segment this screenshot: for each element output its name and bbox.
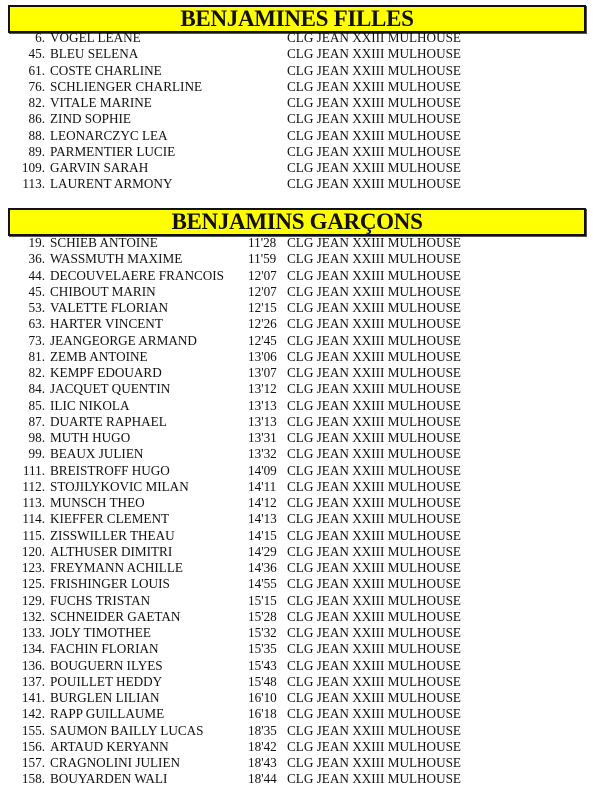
finish-time: 18'35	[248, 722, 277, 738]
club-name: CLG JEAN XXIII MULHOUSE	[287, 560, 461, 575]
finish-time: 13'13	[248, 413, 277, 429]
athlete-name: BLEU SELENA	[50, 46, 139, 62]
athlete-name: WASSMUTH MAXIME	[50, 251, 183, 267]
club-name: CLG JEAN XXIII MULHOUSE	[287, 462, 461, 478]
result-row	[0, 381, 600, 397]
athlete-name: VITALE MARINE	[50, 95, 152, 110]
club-name: CLG JEAN XXIII MULHOUSE	[287, 78, 461, 94]
result-row	[0, 414, 600, 430]
club-name: CLG JEAN XXIII MULHOUSE	[287, 576, 461, 592]
club-name: CLG JEAN XXIII MULHOUSE	[287, 348, 461, 364]
club-name: CLG JEAN XXIII MULHOUSE	[287, 478, 461, 494]
rank-number: 53.	[28, 300, 45, 315]
rank-number: 120.	[21, 543, 45, 559]
club-name: CLG JEAN XXIII MULHOUSE	[287, 143, 461, 159]
athlete-name: KIEFFER CLEMENT	[50, 511, 170, 527]
rank-number: 88.	[28, 127, 45, 143]
club-name: CLG JEAN XXIII MULHOUSE	[287, 365, 461, 380]
rank-number: 134.	[21, 641, 45, 657]
club-name: CLG JEAN XXIII MULHOUSE	[287, 673, 461, 689]
result-row	[0, 128, 600, 144]
finish-time: 15'43	[248, 657, 277, 673]
result-row	[0, 268, 600, 284]
rank-number: 87.	[28, 413, 45, 429]
rank-number: 141.	[21, 690, 45, 705]
rank-number: 129.	[21, 592, 45, 608]
result-row	[0, 30, 600, 46]
athlete-name: FREYMANN ACHILLE	[50, 560, 183, 575]
club-name: CLG JEAN XXIII MULHOUSE	[287, 30, 461, 45]
finish-time: 14'15	[248, 527, 277, 543]
result-row	[0, 63, 600, 79]
rank-number: 157.	[21, 755, 45, 770]
finish-time: 18'44	[248, 771, 277, 787]
athlete-name: HARTER VINCENT	[50, 316, 163, 332]
result-row	[0, 349, 600, 365]
rank-number: 158.	[21, 771, 45, 787]
club-name: CLG JEAN XXIII MULHOUSE	[287, 511, 461, 527]
rank-number: 45.	[28, 46, 45, 62]
rank-number: 136.	[21, 657, 45, 673]
club-name: CLG JEAN XXIII MULHOUSE	[287, 176, 461, 192]
club-name: CLG JEAN XXIII MULHOUSE	[287, 722, 461, 738]
rank-number: 137.	[21, 673, 45, 689]
finish-time: 14'55	[248, 576, 277, 592]
athlete-name: VOGEL LEANE	[50, 30, 141, 45]
rank-number: 89.	[28, 143, 45, 159]
club-name: CLG JEAN XXIII MULHOUSE	[287, 251, 461, 267]
rank-number: 142.	[21, 706, 45, 722]
athlete-name: POUILLET HEDDY	[50, 673, 163, 689]
finish-time: 13'12	[248, 381, 277, 397]
athlete-name: LAURENT ARMONY	[50, 176, 173, 192]
club-name: CLG JEAN XXIII MULHOUSE	[287, 111, 461, 127]
result-row	[0, 706, 600, 722]
finish-time: 13'13	[248, 397, 277, 413]
result-row	[0, 755, 600, 771]
athlete-name: BEAUX JULIEN	[50, 446, 144, 462]
finish-time: 18'42	[248, 738, 277, 754]
rank-number: 113.	[22, 176, 45, 192]
finish-time: 11'59	[248, 251, 277, 267]
result-row	[0, 593, 600, 609]
finish-time: 15'15	[248, 592, 277, 608]
club-name: CLG JEAN XXIII MULHOUSE	[287, 738, 461, 754]
rank-number: 133.	[21, 625, 45, 640]
rank-number: 85.	[28, 397, 45, 413]
result-row	[0, 528, 600, 544]
rank-number: 156.	[21, 738, 45, 754]
club-name: CLG JEAN XXIII MULHOUSE	[287, 235, 461, 250]
finish-time: 13'31	[248, 430, 277, 445]
result-row	[0, 235, 600, 251]
athlete-name: CRAGNOLINI JULIEN	[50, 755, 181, 770]
rank-number: 123.	[21, 560, 45, 575]
club-name: CLG JEAN XXIII MULHOUSE	[287, 543, 461, 559]
club-name: CLG JEAN XXIII MULHOUSE	[287, 771, 461, 787]
athlete-name: MUNSCH THEO	[50, 495, 145, 510]
athlete-name: LEONARCZYC LEA	[50, 127, 168, 143]
result-row	[0, 674, 600, 690]
finish-time: 12'07	[248, 283, 277, 299]
result-row	[0, 625, 600, 641]
club-name: CLG JEAN XXIII MULHOUSE	[287, 608, 461, 624]
finish-time: 14'11	[248, 478, 277, 494]
club-name: CLG JEAN XXIII MULHOUSE	[287, 641, 461, 657]
rank-number: 73.	[28, 332, 45, 348]
section-header: BENJAMINS GARÇONS	[8, 208, 586, 236]
athlete-name: SCHLIENGER CHARLINE	[50, 78, 203, 94]
club-name: CLG JEAN XXIII MULHOUSE	[287, 592, 461, 608]
result-row	[0, 111, 600, 127]
finish-time: 14'36	[248, 560, 277, 575]
finish-time: 18'43	[248, 755, 277, 770]
club-name: CLG JEAN XXIII MULHOUSE	[287, 267, 461, 283]
athlete-name: JEANGEORGE ARMAND	[50, 332, 197, 348]
result-row	[0, 251, 600, 267]
club-name: CLG JEAN XXIII MULHOUSE	[287, 755, 461, 770]
athlete-name: BREISTROFF HUGO	[50, 462, 170, 478]
athlete-name: STOJILYKOVIC MILAN	[50, 478, 189, 494]
finish-time: 16'18	[248, 706, 277, 722]
club-name: CLG JEAN XXIII MULHOUSE	[287, 127, 461, 143]
club-name: CLG JEAN XXIII MULHOUSE	[287, 657, 461, 673]
athlete-name: ARTAUD KERYANN	[50, 738, 169, 754]
athlete-name: KEMPF EDOUARD	[50, 365, 162, 380]
athlete-name: SCHIEB ANTOINE	[50, 235, 158, 250]
rank-number: 112.	[22, 478, 45, 494]
rank-number: 19.	[28, 235, 45, 250]
result-row	[0, 739, 600, 755]
athlete-name: ZEMB ANTOINE	[50, 348, 148, 364]
finish-time: 14'09	[248, 462, 277, 478]
athlete-name: RAPP GUILLAUME	[50, 706, 165, 722]
club-name: CLG JEAN XXIII MULHOUSE	[287, 430, 461, 445]
result-row	[0, 641, 600, 657]
rank-number: 86.	[28, 111, 45, 127]
result-row	[0, 446, 600, 462]
club-name: CLG JEAN XXIII MULHOUSE	[287, 413, 461, 429]
rank-number: 113.	[22, 495, 45, 510]
rank-number: 45.	[28, 283, 45, 299]
athlete-name: ZIND SOPHIE	[50, 111, 131, 127]
rank-number: 44.	[28, 267, 45, 283]
result-row	[0, 609, 600, 625]
rank-number: 132.	[21, 608, 45, 624]
rank-number: 114.	[22, 511, 45, 527]
result-row	[0, 95, 600, 111]
athlete-name: COSTE CHARLINE	[50, 62, 162, 78]
result-row	[0, 560, 600, 576]
rank-number: 84.	[28, 381, 45, 397]
club-name: CLG JEAN XXIII MULHOUSE	[287, 95, 461, 110]
finish-time: 15'32	[248, 625, 277, 640]
rank-number: 6.	[35, 30, 45, 45]
result-row	[0, 144, 600, 160]
athlete-name: CHIBOUT MARIN	[50, 283, 156, 299]
result-row	[0, 479, 600, 495]
athlete-name: BOUGUERN ILYES	[50, 657, 163, 673]
section-header: BENJAMINES FILLES	[8, 5, 586, 33]
athlete-name: ILIC NIKOLA	[50, 397, 130, 413]
athlete-name: SAUMON BAILLY LUCAS	[50, 722, 204, 738]
rank-number: 76.	[28, 78, 45, 94]
athlete-name: PARMENTIER LUCIE	[50, 143, 176, 159]
athlete-name: VALETTE FLORIAN	[50, 300, 169, 315]
club-name: CLG JEAN XXIII MULHOUSE	[287, 316, 461, 332]
rank-number: 82.	[28, 95, 45, 110]
club-name: CLG JEAN XXIII MULHOUSE	[287, 283, 461, 299]
result-row	[0, 658, 600, 674]
result-row	[0, 495, 600, 511]
finish-time: 13'07	[248, 365, 277, 380]
athlete-name: ZISSWILLER THEAU	[50, 527, 175, 543]
rank-number: 155.	[21, 722, 45, 738]
club-name: CLG JEAN XXIII MULHOUSE	[287, 690, 461, 705]
result-row	[0, 176, 600, 192]
finish-time: 12'15	[248, 300, 277, 315]
result-row	[0, 544, 600, 560]
finish-time: 15'28	[248, 608, 277, 624]
rank-number: 99.	[28, 446, 45, 462]
athlete-name: JACQUET QUENTIN	[50, 381, 171, 397]
result-row	[0, 284, 600, 300]
finish-time: 14'12	[248, 495, 277, 510]
club-name: CLG JEAN XXIII MULHOUSE	[287, 62, 461, 78]
athlete-name: DECOUVELAERE FRANCOIS	[50, 267, 225, 283]
rank-number: 98.	[28, 430, 45, 445]
finish-time: 13'06	[248, 348, 277, 364]
athlete-name: MUTH HUGO	[50, 430, 131, 445]
club-name: CLG JEAN XXIII MULHOUSE	[287, 446, 461, 462]
athlete-name: BURGLEN LILIAN	[50, 690, 160, 705]
finish-time: 13'32	[248, 446, 277, 462]
result-row	[0, 723, 600, 739]
athlete-name: SCHNEIDER GAETAN	[50, 608, 181, 624]
club-name: CLG JEAN XXIII MULHOUSE	[287, 397, 461, 413]
athlete-name: BOUYARDEN WALI	[50, 771, 168, 787]
club-name: CLG JEAN XXIII MULHOUSE	[287, 46, 461, 62]
athlete-name: DUARTE RAPHAEL	[50, 413, 167, 429]
athlete-name: FUCHS TRISTAN	[50, 592, 151, 608]
club-name: CLG JEAN XXIII MULHOUSE	[287, 160, 461, 175]
finish-time: 12'45	[248, 332, 277, 348]
finish-time: 15'35	[248, 641, 277, 657]
club-name: CLG JEAN XXIII MULHOUSE	[287, 332, 461, 348]
athlete-name: JOLY TIMOTHEE	[50, 625, 151, 640]
rank-number: 115.	[22, 527, 45, 543]
athlete-name: GARVIN SARAH	[50, 160, 149, 175]
finish-time: 14'29	[248, 543, 277, 559]
rank-number: 82.	[28, 365, 45, 380]
result-row	[0, 576, 600, 592]
result-row	[0, 46, 600, 62]
result-row	[0, 690, 600, 706]
result-row	[0, 463, 600, 479]
rank-number: 61.	[28, 62, 45, 78]
rank-number: 36.	[28, 251, 45, 267]
result-row	[0, 79, 600, 95]
rank-number: 125.	[21, 576, 45, 592]
result-row	[0, 398, 600, 414]
finish-time: 12'07	[248, 267, 277, 283]
club-name: CLG JEAN XXIII MULHOUSE	[287, 625, 461, 640]
result-row	[0, 430, 600, 446]
rank-number: 111.	[22, 462, 45, 478]
result-row	[0, 300, 600, 316]
rank-number: 81.	[28, 348, 45, 364]
results-list	[0, 30, 600, 193]
result-row	[0, 511, 600, 527]
finish-time: 11'28	[248, 235, 277, 250]
result-row	[0, 365, 600, 381]
rank-number: 109.	[21, 160, 45, 175]
results-list	[0, 235, 600, 788]
rank-number: 63.	[28, 316, 45, 332]
result-row	[0, 771, 600, 787]
result-row	[0, 316, 600, 332]
club-name: CLG JEAN XXIII MULHOUSE	[287, 381, 461, 397]
result-row	[0, 333, 600, 349]
finish-time: 12'26	[248, 316, 277, 332]
result-row	[0, 160, 600, 176]
club-name: CLG JEAN XXIII MULHOUSE	[287, 300, 461, 315]
finish-time: 16'10	[248, 690, 277, 705]
athlete-name: FACHIN FLORIAN	[50, 641, 159, 657]
finish-time: 14'13	[248, 511, 277, 527]
club-name: CLG JEAN XXIII MULHOUSE	[287, 495, 461, 510]
athlete-name: FRISHINGER LOUIS	[50, 576, 170, 592]
finish-time: 15'48	[248, 673, 277, 689]
club-name: CLG JEAN XXIII MULHOUSE	[287, 527, 461, 543]
athlete-name: ALTHUSER DIMITRI	[50, 543, 173, 559]
club-name: CLG JEAN XXIII MULHOUSE	[287, 706, 461, 722]
